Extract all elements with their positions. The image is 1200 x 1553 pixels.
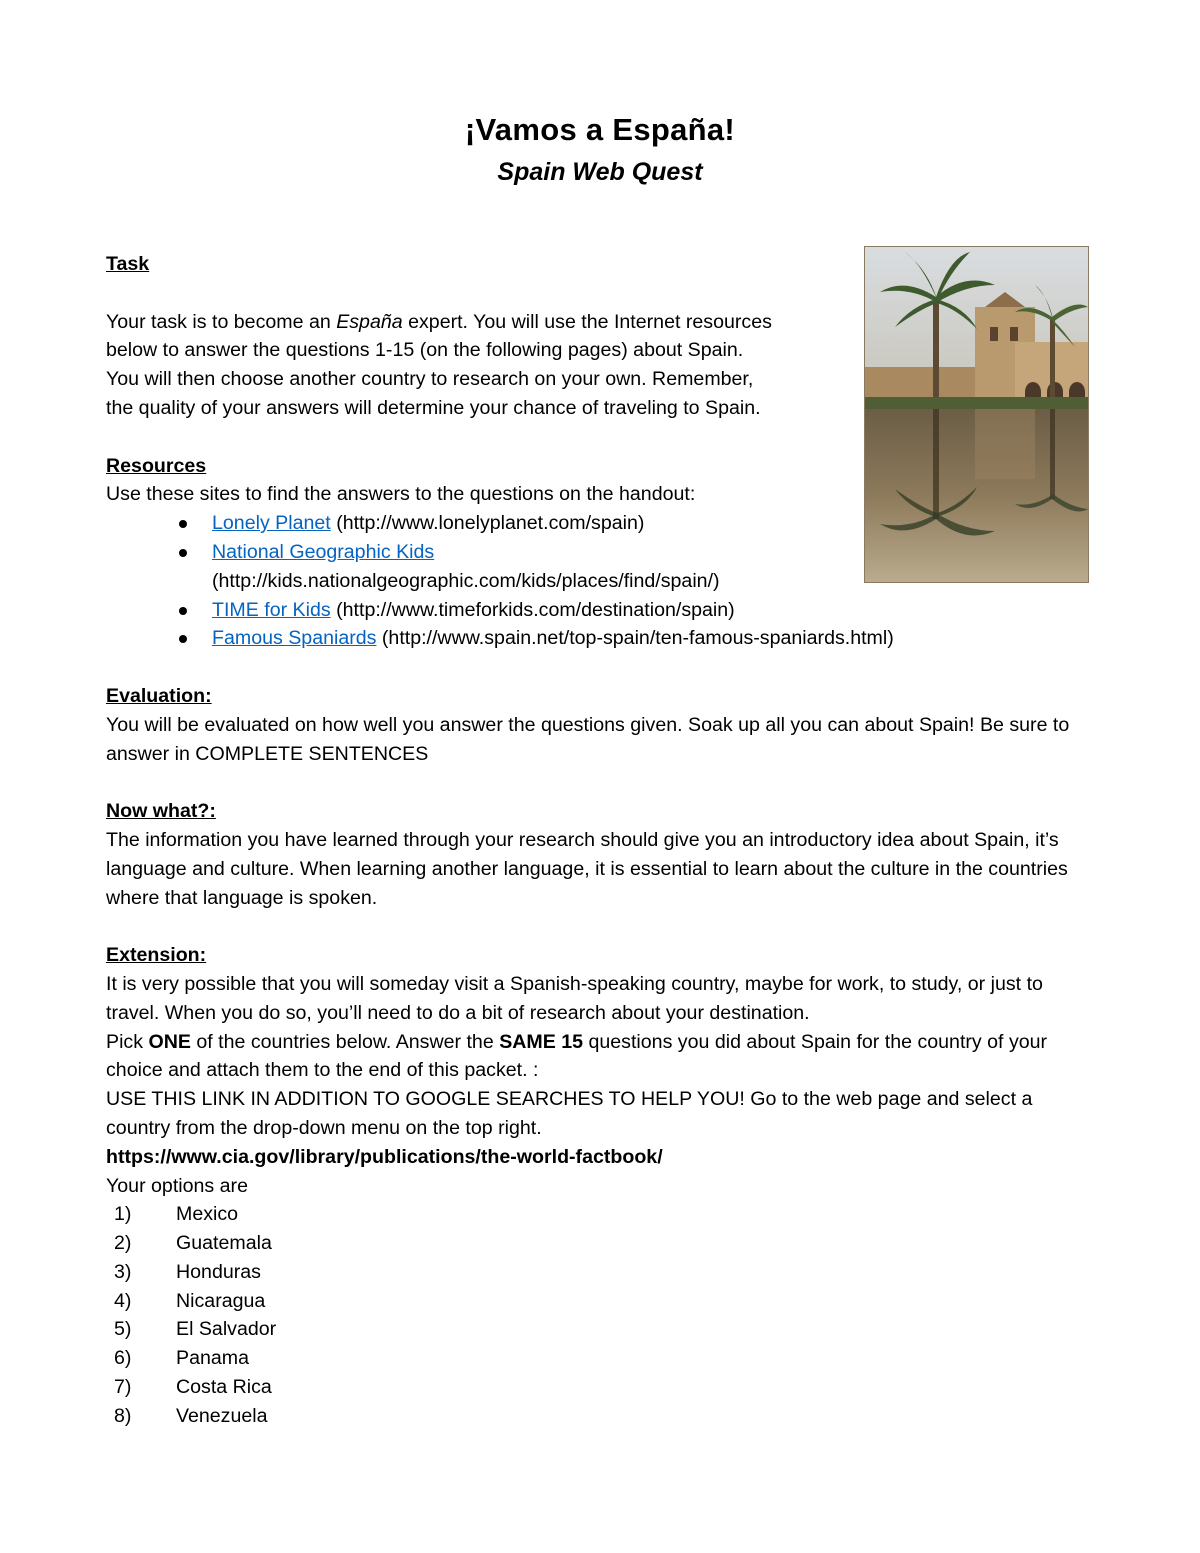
task-line-2: below to answer the questions 1-15 (on the following pages) about Spain. [106, 339, 744, 362]
link-instruction: USE THIS LINK IN ADDITION TO GOOGLE SEARCHES TO HELP YOU! Go to the web page and select a country from the drop-down menu on the top right. [106, 1088, 1033, 1139]
options-intro: Your options are [106, 1174, 248, 1197]
task-paragraph [106, 308, 841, 423]
document-body [106, 250, 1096, 1431]
time-for-kids-link[interactable]: TIME for Kids [212, 598, 331, 621]
lonely-planet-link[interactable]: Lonely Planet [212, 512, 331, 535]
list-item: 6) Panama [114, 1347, 249, 1370]
evaluation-heading: Evaluation: [106, 684, 212, 707]
resource-url: (http://www.lonelyplanet.com/spain) [330, 512, 645, 535]
resources-heading: Resources [106, 454, 207, 477]
list-item: 7) Costa Rica [114, 1376, 272, 1399]
list-item: 8) Venezuela [114, 1404, 268, 1427]
resources-intro: Use these sites to find the answers to the questions on the handout: [106, 483, 696, 506]
task-line-1: Your task is to become an España expert. You will use the Internet resources [106, 310, 772, 333]
task-line-4: the quality of your answers will determine your chance of traveling to Spain. [106, 396, 761, 419]
resource-item [212, 509, 862, 538]
extension-pick-instruction: Pick ONE of the countries below. Answer the SAME 15 questions you did about Spain for the country of your choice and attach them to the end of this packet. : [106, 1030, 1048, 1082]
resource-url: (http://kids.nationalgeographic.com/kids/places/find/spain/) [212, 569, 720, 592]
page-title: ¡Vamos a España! [464, 112, 736, 147]
now-what-heading: Now what?: [106, 800, 216, 823]
country-options-list [106, 1200, 1096, 1430]
resource-item [212, 624, 1092, 653]
task-line-3: You will then choose another country to research on your own. Remember, [106, 368, 754, 391]
resource-item [212, 538, 862, 596]
extension-paragraph: It is very possible that you will someday visit a Spanish-speaking country, maybe for work, to study, or just to travel. When you do so, you’ll need to do a bit of research about your destination. [106, 972, 1043, 1024]
resource-url: (http://www.timeforkids.com/destination/spain) [330, 598, 735, 621]
famous-spaniards-link[interactable]: Famous Spaniards [212, 627, 377, 650]
national-geographic-kids-link[interactable]: National Geographic Kids [212, 540, 435, 563]
list-item: 4) Nicaragua [114, 1289, 266, 1312]
page-subtitle: Spain Web Quest [497, 158, 703, 186]
list-item: 3) Honduras [114, 1260, 261, 1283]
cia-factbook-url[interactable]: https://www.cia.gov/library/publications/the-world-factbook/ [106, 1145, 663, 1168]
list-item: 5) El Salvador [114, 1318, 277, 1341]
resource-item [212, 596, 862, 625]
now-what-text: The information you have learned through your research should give you an introductory idea about Spain, it’s language and culture. When learning another language, it is essential to learn about the culture in the countries where that language is spoken. [106, 828, 1068, 909]
espana-italic: España [336, 310, 403, 333]
resources-list [106, 509, 1096, 653]
extension-heading: Extension: [106, 944, 207, 967]
list-item: 1) Mexico [114, 1203, 239, 1226]
evaluation-text: You will be evaluated on how well you answer the questions given. Soak up all you can about Spain! Be sure to answer in COMPLETE SENTENCES [106, 713, 1070, 765]
task-heading: Task [106, 253, 150, 275]
resource-url: (http://www.spain.net/top-spain/ten-famous-spaniards.html) [376, 627, 894, 650]
list-item: 2) Guatemala [114, 1232, 272, 1255]
